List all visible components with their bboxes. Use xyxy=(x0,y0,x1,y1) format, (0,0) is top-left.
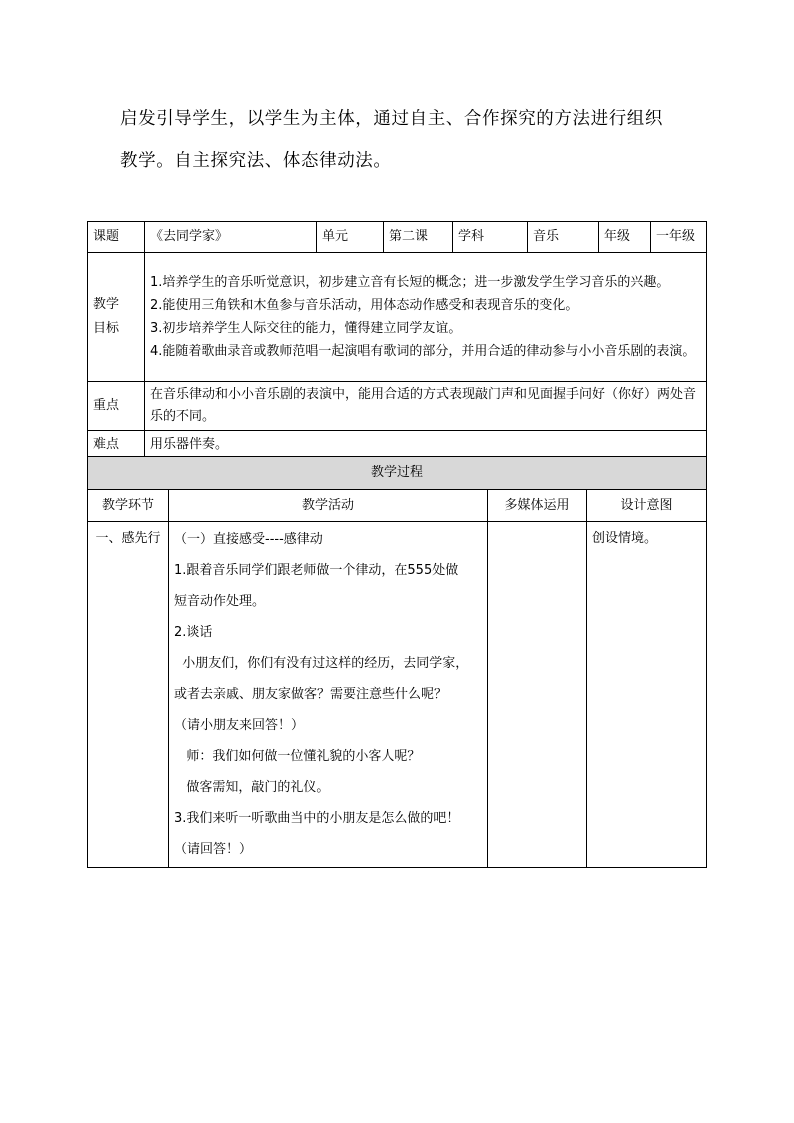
activity-line: 做客需知，敲门的礼仪。 xyxy=(174,780,330,795)
teaching-process-table xyxy=(87,456,707,868)
activity-line: 2.谈话 xyxy=(174,625,213,640)
activity-line: （请回答！） xyxy=(174,842,253,857)
intro-line-1: 启发引导学生，以学生为主体，通过自主、合作探究的方法进行组织 xyxy=(120,109,663,129)
subject-value: 音乐 xyxy=(528,222,599,253)
activity-cell xyxy=(169,522,488,868)
activity-line: （一）直接感受----感律动 xyxy=(174,532,323,547)
topic-value: 《去同学家》 xyxy=(145,222,317,253)
objective-item: 3.初步培养学生人际交往的能力，懂得建立同学友谊。 xyxy=(150,321,462,336)
stage-cell: 一、感先行 xyxy=(88,522,169,868)
unit-label: 单元 xyxy=(317,222,384,253)
intro-paragraph xyxy=(120,98,700,182)
difficulty-label: 难点 xyxy=(88,431,145,460)
objectives-label xyxy=(88,253,145,382)
objective-item: 2.能使用三角铁和木鱼参与音乐活动，用体态动作感受和表现音乐的变化。 xyxy=(150,298,579,313)
intro-line-2: 教学。自主探究法、体态律动法。 xyxy=(120,151,392,171)
intent-cell: 创设情境。 xyxy=(587,522,707,868)
topic-label: 课题 xyxy=(88,222,145,253)
activity-line: 或者去亲戚、朋友家做客？需要注意些什么呢？ xyxy=(174,687,448,702)
objectives-label-text: 教学目标 xyxy=(93,297,120,336)
focus-value: 在音乐律动和小小音乐剧的表演中，能用合适的方式表现敲门声和见面握手问好（你好）两处音乐的不同。 xyxy=(145,382,707,431)
grade-value: 一年级 xyxy=(651,222,707,253)
activity-line: 1.跟着音乐同学们跟老师做一个律动，在555处做 xyxy=(174,563,459,578)
column-header-stage: 教学环节 xyxy=(88,490,169,522)
section-title: 教学过程 xyxy=(88,457,707,490)
activity-line: 3.我们来听一听歌曲当中的小朋友是怎么做的吧！ xyxy=(174,811,460,826)
column-header-activity: 教学活动 xyxy=(169,490,488,522)
objective-item: 1.培养学生的音乐听觉意识，初步建立音有长短的概念；进一步激发学生学习音乐的兴趣。 xyxy=(150,275,670,290)
subject-label: 学科 xyxy=(453,222,528,253)
column-header-intent: 设计意图 xyxy=(587,490,707,522)
column-header-multimedia: 多媒体运用 xyxy=(488,490,587,522)
focus-label: 重点 xyxy=(88,382,145,431)
objectives-list xyxy=(145,253,707,382)
grade-label: 年级 xyxy=(599,222,651,253)
activity-line: 短音动作处理。 xyxy=(174,594,266,609)
activity-line: 师：我们如何做一位懂礼貌的小客人呢？ xyxy=(174,749,421,764)
activity-line: 小朋友们，你们有没有过这样的经历，去同学家， xyxy=(174,656,469,671)
unit-value: 第二课 xyxy=(384,222,453,253)
objective-item: 4.能随着歌曲录音或教师范唱一起演唱有歌词的部分，并用合适的律动参与小小音乐剧的表演。 xyxy=(150,344,696,359)
difficulty-value: 用乐器伴奏。 xyxy=(145,431,707,460)
multimedia-cell xyxy=(488,522,587,868)
activity-line: （请小朋友来回答！） xyxy=(174,718,305,733)
lesson-info-table xyxy=(87,221,707,460)
